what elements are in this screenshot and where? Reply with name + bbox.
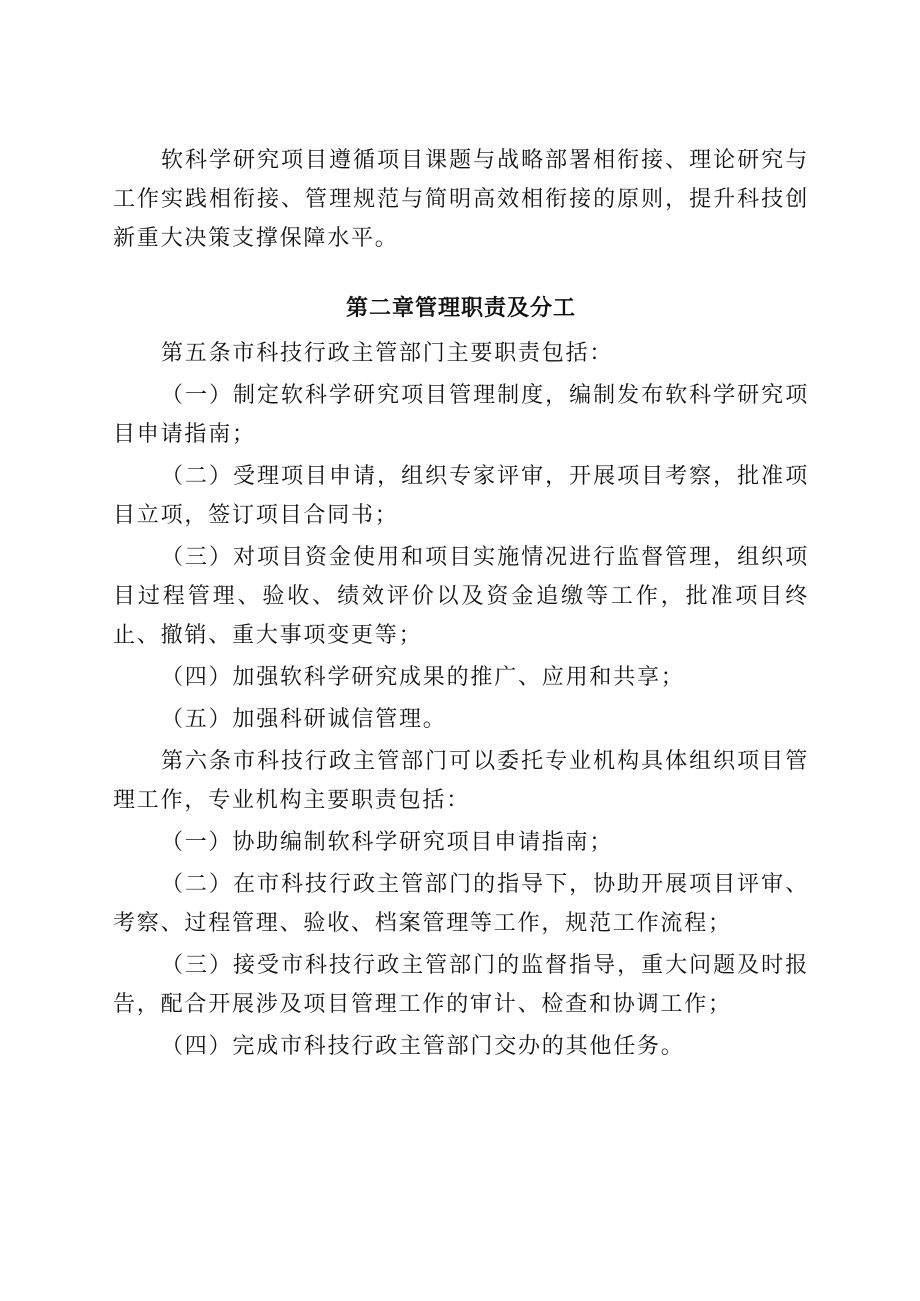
article-5-item-5: （五）加强科研诚信管理。 [161,707,447,732]
article-6-item-2: （二）在市科技行政主管部门的指导下，协助开展项目评审、考察、过程管理、验收、档案管理等工作，规范工作流程； [113,872,809,936]
intro-paragraph: 软科学研究项目遵循项目课题与战略部署相衔接、理论研究与工作实践相衔接、管理规范与简明高效相衔接的原则，提升科技创新重大决策支撑保障水平。 [113,148,809,251]
article-5-item-2: （二）受理项目申请，组织专家评审，开展项目考察，批准项目立项，签订项目合同书； [113,464,809,528]
article-5-item-4: （四）加强软科学研究成果的推广、应用和共享； [161,665,685,690]
chapter-title: 第二章管理职责及分工 [345,296,576,321]
article-6-item-1: （一）协助编制软科学研究项目申请指南； [161,830,614,855]
article-6-item-4: （四）完成市科技行政主管部门交办的其他任务。 [161,1034,685,1059]
article-5-lead: 第五条市科技行政主管部门主要职责包括： [161,341,614,366]
article-5-item-3: （三）对项目资金使用和项目实施情况进行监督管理，组织项目过程管理、验收、绩效评价以及资金追缴等工作，批准项目终止、撤销、重大事项变更等； [113,545,809,648]
article-5-item-1: （一）制定软科学研究项目管理制度，编制发布软科学研究项目申请指南； [113,383,809,447]
article-6-lead: 第六条市科技行政主管部门可以委托专业机构具体组织项目管理工作，专业机构主要职责包括： [113,749,809,813]
document-page [113,141,809,1066]
article-6-item-3: （三）接受市科技行政主管部门的监督指导，重大问题及时报告，配合开展涉及项目管理工作的审计、检查和协调工作； [113,953,809,1017]
